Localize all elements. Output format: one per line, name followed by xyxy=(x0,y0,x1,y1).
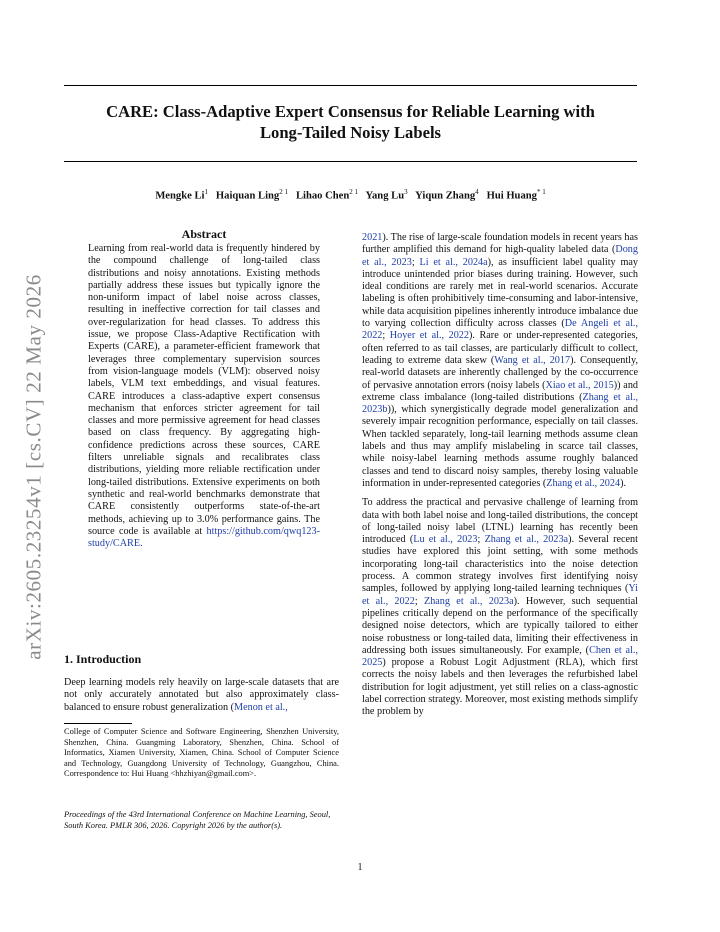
abstract-body: Learning from real-world data is frequently hindered by the compound challenge of long-tailed class distributions and noisy annotations. Existing methods partially address these issues but typically ignore the non-uniform impact of label noise across classes, resulting in ineffective correction for tail classes and over-regularization for head classes. To address this issue, we propose Class-Adaptive Rectification with Experts (CARE), a parameter-efficient framework that leverages three complementary supervision sources from vision-language models (VLM): observed noisy labels, VLM text embeddings, and visual features. CARE introduces a class-adaptive expert consensus mechanism that enforces stricter agreement for tail classes and more permissive agreement for head classes based on class frequency. By aggregating high-confidence predictions across these sources, CARE filters unreliable signals and recalibrates class distributions, yielding more reliable rectification under long-tailed distributions. Extensive experiments on both synthetic and real-world benchmarks demonstrate that CARE consistently outperforms state-of-the-art methods, achieving up to 3.0% performance gains. The source code is available at https://github.com/qwq123-study/CARE. xyxy=(88,243,320,550)
author: Lihao Chen xyxy=(295,190,350,202)
proceedings-note: Proceedings of the 43rd International Conference on Machine Learning, Seoul, South Korea. PMLR 306, 2026. Copyright 2026 by the author(s). xyxy=(64,810,331,830)
paper-title: CARE: Class-Adaptive Expert Consensus for Reliable Learning with Long-Tailed Noisy Labels xyxy=(106,102,595,142)
affiliation-footnote: College of Computer Science and Software Engineering, Shenzhen University, Shenzhen, China. Guangming Laboratory, Shenzhen, China. School of Informatics, Xiamen University, Xiamen, China. School of Computer Science and Technology, Guangdong University of Technology, Guangzhou, China. Correspondence to: Hui Huang <hhzhiyan@gmail.com>. xyxy=(64,727,339,779)
author: Yang Lu xyxy=(365,190,405,202)
right-column xyxy=(362,232,638,719)
footnote-rule xyxy=(64,723,132,724)
abstract-heading: Abstract xyxy=(181,227,227,241)
title-bottom-rule xyxy=(64,161,637,162)
author: Yiqun Zhang xyxy=(415,190,476,202)
author: Mengke Li xyxy=(155,190,205,202)
intro-paragraph-2: To address the practical and pervasive challenge of learning from data with both label noise and long-tailed distributions, the concept of long-tailed noisy label (LTNL) learning has recently been introduced (Lu et al., 2023; Zhang et al., 2023a). Several recent studies have explored this joint setting, with some methods incorporating long-tail characteristics into the noise detection process. A common strategy involves first identifying noisy samples, followed by applying long-tailed learning techniques (Yi et al., 2022; Zhang et al., 2023a). However, such sequential pipelines critically depend on the performance of the specifically designed noise detectors, which are typically tailored to either noise robustness or long-tailed data, limiting their effectiveness in addressing both issues simultaneously. For example, (Chen et al., 2025) propose a Robust Logit Adjustment (RLA), which first corrects the noisy labels and then leverages the refurbished label distribution for logit adjustment, yet still relies on a class-agnostic label correction strategy. Moreover, most existing methods simplify the problem by xyxy=(362,497,638,718)
author-list: Mengke Li$^1$ Haiquan Ling$^{2 1}$ Lihao Chen$^{2 1}$ Yang Lu$^3$ Yiqun Zhang$^4$ Hui Huang$^{* 1}$ xyxy=(155,188,546,202)
title-top-rule xyxy=(64,85,637,86)
author: Hui Huang xyxy=(486,190,537,202)
author: Haiquan Ling xyxy=(215,190,280,202)
page-number: 1 xyxy=(357,862,363,873)
section-heading: 1. Introduction xyxy=(64,652,142,666)
intro-paragraph: Deep learning models rely heavily on large-scale datasets that are not only accurately annotated but also approximately class-balanced to ensure robust generalization (Menon et al., xyxy=(64,677,339,713)
code-link[interactable]: https://github.com/qwq123-study/CARE. xyxy=(88,525,320,550)
intro-continued: 2021). The rise of large-scale foundation models in recent years has further amplified this demand for high-quality labeled data (Dong et al., 2023; Li et al., 2024a), as insufficient label quality may introduce unintended prior biases during training. However, such ideal conditions are rarely met in real-world scenarios. Accurate labeling is often prohibitively time-consuming and labor-intensive, while data acquisition pipelines inherently introduce imbalance due to varying collection difficulty across classes (De Angeli et al., 2022; Hoyer et al., 2022). Rare or under-represented categories, often referred to as tail classes, are particularly difficult to collect, leading to extreme data skew (Wang et al., 2017). Consequently, real-world datasets are inherently challenged by the co-occurrence of pervasive annotation errors (noisy labels (Xiao et al., 2015)) and extreme class imbalance (long-tailed distributions (Zhang et al., 2023b)), which synergistically degrade model generalization and severely impair recognition performance, especially on tail classes. When tackled separately, long-tail learning methods assume clean labels and thus may amplify mislabeling in scarce tail classes, while noisy-label learning methods assume roughly balanced classes and tend to discard noisy samples, thereby losing valuable information in under-represented categories (Zhang et al., 2024). xyxy=(362,232,639,489)
